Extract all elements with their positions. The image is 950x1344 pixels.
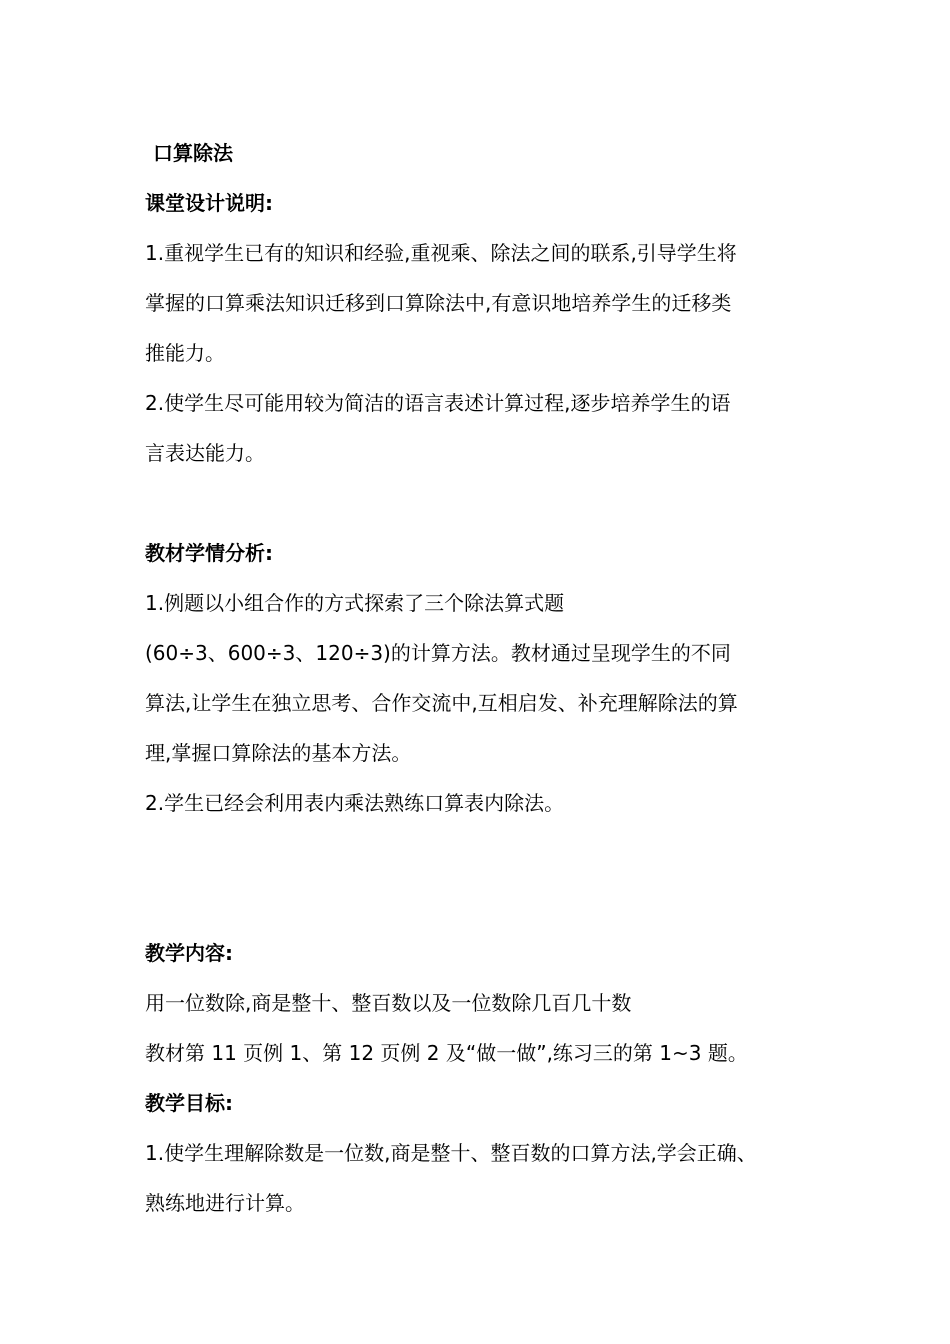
paragraph-line: 2.学生已经会利用表内乘法熟练口算表内除法。 [145,791,565,815]
section-textbook-analysis [145,528,835,828]
section-teaching-content [145,928,835,1078]
paragraph-line: 1.重视学生已有的知识和经验,重视乘、除法之间的联系,引导学生将 [145,241,737,265]
paragraph-line: 熟练地进行计算。 [145,1191,305,1215]
paragraph-line: 教材第 11 页例 1、第 12 页例 2 及“做一做”,练习三的第 1~3 题。 [145,1041,748,1065]
section-classroom-design [145,178,835,478]
section-heading: 课堂设计说明: [145,191,273,215]
paragraph-line: (60÷3、600÷3、120÷3)的计算方法。教材通过呈现学生的不同 [145,641,731,665]
blank-line [145,478,835,528]
document-page [145,128,835,1228]
paragraph-line: 推能力。 [145,341,225,365]
paragraph-line: 言表达能力。 [145,441,265,465]
paragraph-line: 1.例题以小组合作的方式探索了三个除法算式题 [145,591,565,615]
paragraph-line: 掌握的口算乘法知识迁移到口算除法中,有意识地培养学生的迁移类 [145,291,732,315]
section-teaching-goals [145,1078,835,1228]
document-title: 口算除法 [153,141,233,165]
blank-line [145,828,835,928]
paragraph-line: 理,掌握口算除法的基本方法。 [145,741,412,765]
paragraph-line: 1.使学生理解除数是一位数,商是整十、整百数的口算方法,学会正确、 [145,1141,757,1165]
section-heading: 教学目标: [145,1091,233,1115]
paragraph-line: 2.使学生尽可能用较为简洁的语言表述计算过程,逐步培养学生的语 [145,391,731,415]
paragraph-line: 用一位数除,商是整十、整百数以及一位数除几百几十数 [145,991,632,1015]
paragraph-line: 算法,让学生在独立思考、合作交流中,互相启发、补充理解除法的算 [145,691,738,715]
section-heading: 教材学情分析: [145,541,273,565]
section-heading: 教学内容: [145,941,233,965]
